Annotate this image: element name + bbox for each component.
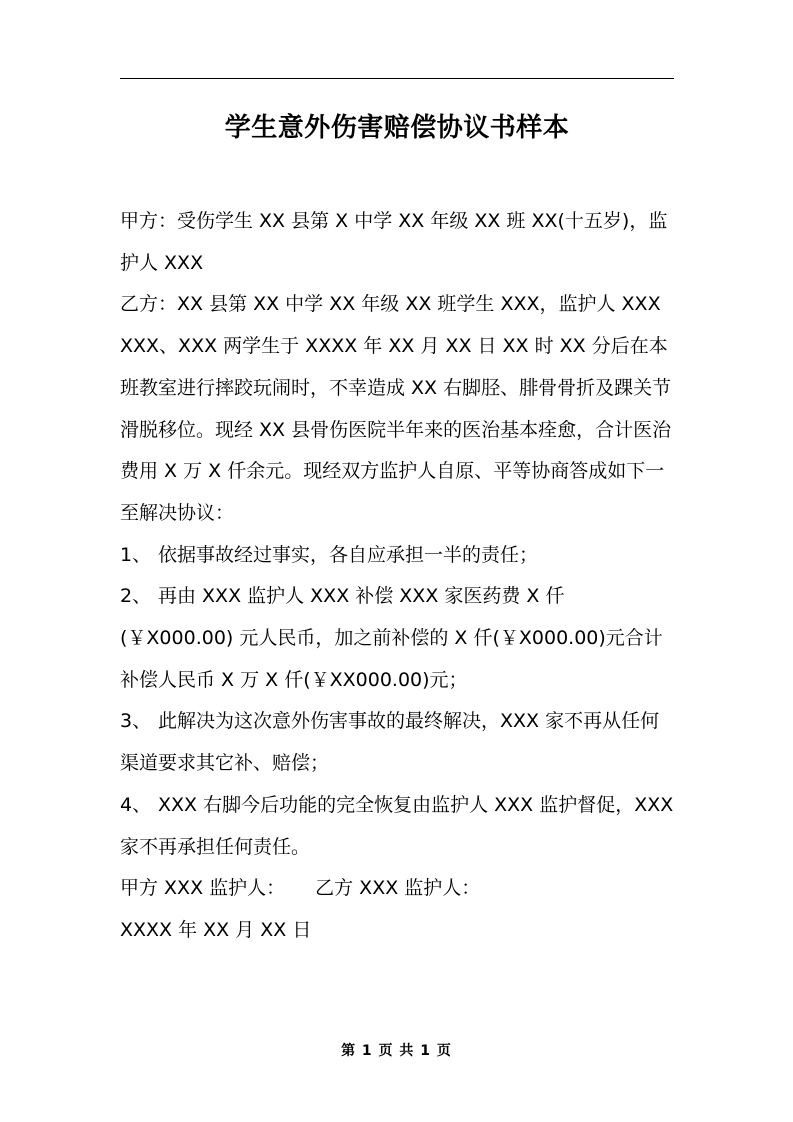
clause-4 [120, 785, 676, 868]
party-b-line: 乙方：XX 县第 XX 中学 XX 年级 XX 班学生 XXX，监护人 XXX [120, 293, 661, 316]
clause-1 [120, 535, 676, 577]
clause-2 [120, 576, 676, 701]
date-line: XXXX 年 XX 月 XX 日 [120, 918, 312, 941]
incident-paragraph: XXX、XXX 两学生于 XXXX 年 XX 月 XX 日 XX 时 XX 分后在本班教室进行摔跤玩闹时，不幸造成 XX 右脚胫、腓骨骨折及踝关节滑脱移位。现经 XX 县骨伤医院半年来的医治基本痊愈，合计医治费用 X 万 X 仟余元。现经双方监护人自原、平等协商答成如下一至解决协议： [120, 335, 672, 524]
clause-number: 2、 [120, 585, 152, 608]
clause-number: 1、 [120, 543, 152, 566]
clause-3 [120, 701, 676, 784]
clause-number: 3、 [120, 710, 152, 733]
party-a-line: 甲方：受伤学生 XX 县第 X 中学 XX 年级 XX 班 XX(十五岁)，监护人 XXX [120, 210, 668, 274]
document-title: 学生意外伤害赔偿协议书样本 [224, 113, 570, 143]
clause-text: XXX 右脚今后功能的完全恢复由监护人 XXX 监护督促，XXX 家不再承担任何责任。 [120, 793, 674, 858]
page-number: 第 1 页 共 1 页 [341, 1043, 452, 1059]
clause-text: 再由 XXX 监护人 XXX 补偿 XXX 家医药费 X 仟(￥X000.00) 元人民币，加之前补偿的 X 仟(￥X000.00)元合计补偿人民币 X 万 X 仟(￥XX000.00)元； [120, 585, 663, 691]
header-rule [120, 78, 674, 79]
clause-text: 此解决为这次意外伤害事故的最终解决，XXX 家不再从任何渠道要求其它补、赔偿； [120, 710, 660, 775]
party-a-signature-label: 甲方 XXX 监护人： [120, 877, 286, 900]
signature-line [120, 868, 676, 910]
clause-number: 4、 [120, 793, 152, 816]
party-b-signature-label: 乙方 XXX 监护人： [315, 877, 481, 900]
clause-text: 依据事故经过事实，各自应承担一半的责任； [158, 543, 539, 566]
document-body [120, 201, 676, 952]
